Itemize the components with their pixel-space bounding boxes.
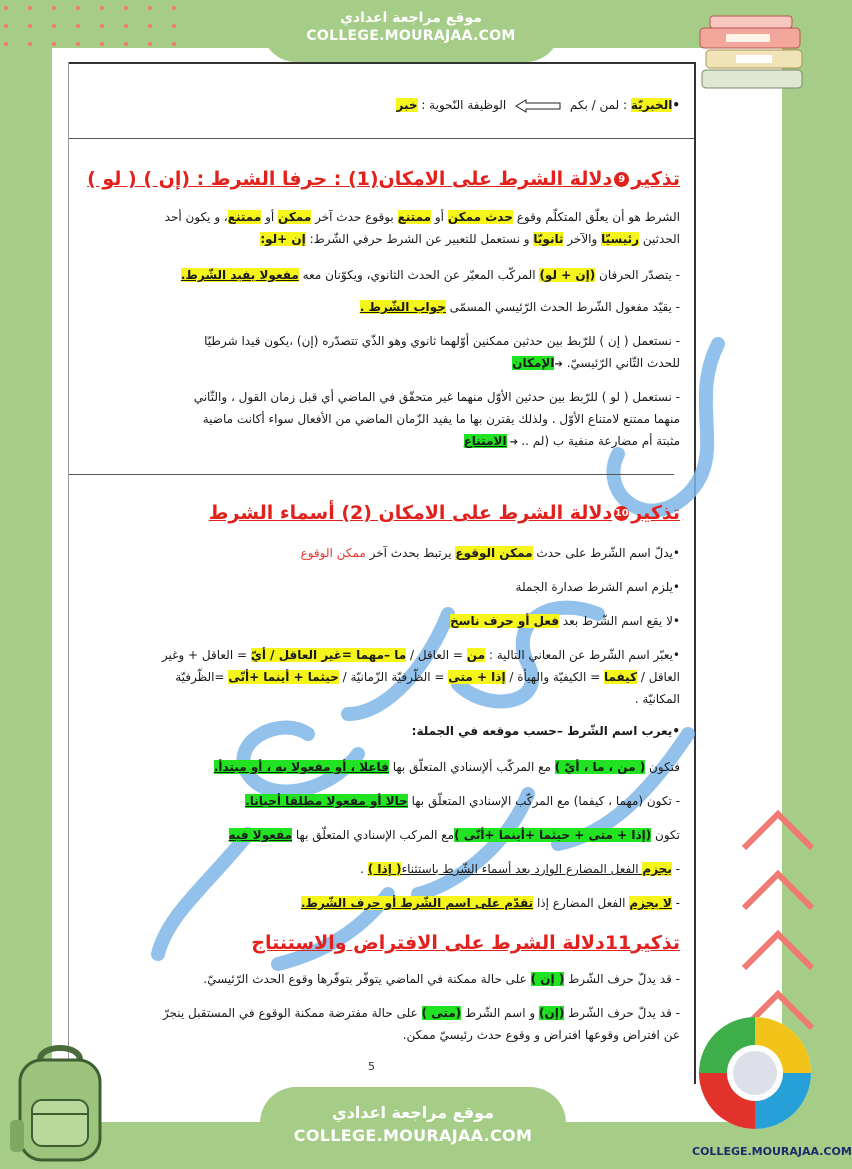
bullet-line bbox=[76, 644, 680, 710]
text-span: (متى ) bbox=[421, 1006, 462, 1020]
text-span: أو bbox=[431, 210, 448, 224]
khabar-line: •الخبريّة : لمن / بكم الوظيفة النّحوية : خبر bbox=[396, 98, 680, 112]
text-span: عن افتراض وقوعها افتراض و وقوع حدث رئيسيّ ممكن. bbox=[402, 1028, 680, 1042]
text-span: (إن) bbox=[538, 1006, 565, 1020]
function-label: الوظيفة النّحوية : bbox=[421, 98, 507, 112]
khabar-rest: : لمن / بكم bbox=[569, 98, 628, 112]
logo-emblem-icon bbox=[692, 1010, 818, 1136]
text-span: لا يجزم bbox=[629, 896, 672, 910]
text-span: الحدثين bbox=[639, 232, 680, 246]
bullet-line bbox=[76, 1002, 680, 1046]
text-span: فعل أو حرف ناسخ bbox=[450, 614, 559, 628]
text-span: بوقوع حدث آخر bbox=[311, 210, 398, 224]
bullet-line bbox=[76, 790, 680, 812]
text-span: ممكن bbox=[278, 210, 312, 224]
text-span: •لا يقع اسم الشّرط بعد bbox=[558, 614, 680, 628]
text-span: ( إن ) bbox=[530, 972, 565, 986]
page-number: 5 bbox=[368, 1060, 375, 1073]
text-span: ثانويّا bbox=[533, 232, 564, 246]
text-span: ممكن الوقوع bbox=[300, 546, 366, 560]
books-icon bbox=[696, 10, 808, 100]
site-banner-top[interactable] bbox=[262, 0, 560, 62]
text-span: المركّب المعبّر عن الحدث الثانوي، ويكوّنان معه bbox=[298, 268, 540, 282]
arrow-left-icon bbox=[516, 100, 560, 112]
text-span: ، و يكون أحد bbox=[164, 210, 228, 224]
site-url: COLLEGE.MOURAJAA.COM bbox=[306, 28, 516, 44]
site-name: موقع مراجعة اعدادي bbox=[331, 1103, 495, 1122]
text-span: فتكون bbox=[645, 760, 680, 774]
divider bbox=[68, 474, 674, 475]
text-span: فاعلا ، أو مفعولا به ، أو مبتدأ. bbox=[213, 760, 389, 774]
text-span: = الكيفيّة والهيأة / bbox=[505, 670, 604, 684]
text-span: - bbox=[671, 862, 680, 876]
text-span: •يدلّ اسم الشّرط على حدث bbox=[532, 546, 680, 560]
page-left-rule bbox=[68, 62, 69, 1082]
text-span: مفعولا يفيد الشّرط. bbox=[180, 268, 299, 282]
text-span: على حالة ممكنة في الماضي يتوفّر بتوفّرها وقوع الحدث الرّئيسيّ. bbox=[203, 972, 531, 986]
text-span: - قد يدلّ حرف الشّرط bbox=[564, 972, 680, 986]
text-span: . bbox=[360, 862, 368, 876]
site-url: COLLEGE.MOURAJAA.COM bbox=[293, 1126, 533, 1145]
text-span: و نستعمل للتعبير عن الشرط حرفي الشّرط: bbox=[305, 232, 534, 246]
text-span: منهما ممتنع لامتناع الأوّل . ولذلك يقترن بها ما يفيد الزّمان الماضي من الأفعال سواء أكانت ماضية bbox=[202, 412, 680, 426]
logo-url: COLLEGE.MOURAJAA.COM bbox=[692, 1145, 852, 1158]
text-span: ممتنع bbox=[227, 210, 262, 224]
text-span: ( من ، ما ، أيّ ) bbox=[554, 760, 646, 774]
text-span: الإمكان bbox=[512, 356, 555, 370]
heading-number-badge: 9 bbox=[614, 172, 629, 187]
text-span: من bbox=[466, 648, 486, 662]
text-span: رئيسيّا bbox=[601, 232, 640, 246]
heading-number-badge: 10 bbox=[614, 508, 629, 519]
text-span: ما –مهما =غير العاقل / أيّ bbox=[250, 648, 407, 662]
text-span: مع المركّب ألإسنادي المتعلّق بها bbox=[388, 760, 555, 774]
site-name: موقع مراجعة اعدادي bbox=[340, 10, 482, 26]
paragraph-5: - نستعمل ( لو ) للرّبط بين حدثين الأوّل منهما غير متحقّق في الماضي أي قبل زمان القول ، والثّاني منهما ممتنع لامتناع الأوّل . ولذلك يقترن بها ما يفيد الزّمان الماضي من الأفعال سواء أكانت ماضية مثبتة أم مضارعة منفية ب (لم .. ➔ الامتناع bbox=[193, 390, 680, 448]
text-span: الامتناع bbox=[463, 434, 507, 448]
section-heading-9 bbox=[87, 168, 680, 190]
text-span: •يعبّر اسم الشّرط عن المعاني التالية : bbox=[485, 648, 680, 662]
text-span: •يلزم اسم الشرط صدارة الجملة bbox=[515, 580, 680, 594]
text-span: مفعولا فيه bbox=[228, 828, 293, 842]
heading-title: دلالة الشرط على الامكان (2) أسماء الشرط bbox=[208, 502, 613, 524]
khabar-label: الخبريّة bbox=[630, 98, 673, 112]
text-span: الشرط هو أن يعلّق المتكلّم وقوع bbox=[512, 210, 680, 224]
decorative-dots bbox=[4, 6, 194, 62]
text-span: - نستعمل ( إن ) للرّبط بين حدثين ممكنين أوّلهما ثانوي وهو الذّي تتصدّره (إن) ،يكون قيدا شرطيّا bbox=[204, 334, 680, 348]
backpack-icon bbox=[10, 1040, 110, 1164]
text-span: المكانيّة . bbox=[634, 692, 680, 706]
text-span: يجزم bbox=[642, 862, 672, 876]
paragraph-4: - نستعمل ( إن ) للرّبط بين حدثين ممكنين أوّلهما ثانوي وهو الذّي تتصدّره (إن) ،يكون قيدا شرطيّا للحدث الثّاني الرّئيسيّ. ➔الإمكان bbox=[204, 334, 680, 370]
divider bbox=[68, 138, 694, 139]
bullet-line bbox=[76, 720, 680, 742]
text-span: - يتصدّر الحرفان bbox=[595, 268, 680, 282]
text-span: على حالة مفترضة ممكنة الوقوع في المستقبل ينجرّ bbox=[162, 1006, 422, 1020]
section-heading-10 bbox=[209, 502, 680, 524]
text-span: الفعل المضارع إذا bbox=[533, 896, 630, 910]
heading-title: دلالة الشرط على الامكان(1) : حرفا الشرط : (إن ) ( لو ) bbox=[87, 168, 613, 190]
bullet-line bbox=[76, 610, 680, 632]
text-span: تقدّم على اسم الشّرط أو حرف الشّرط. bbox=[300, 896, 534, 910]
text-span: جواب الشّرط . bbox=[359, 300, 446, 314]
text-span: - يقيّد مفعول الشّرط الحدث الرّئيسي المسمّى bbox=[445, 300, 680, 314]
text-span: إذا + متى bbox=[448, 670, 506, 684]
text-span: الفعل المضارع الوارد بعد أسماء الشّرط باستثناء bbox=[401, 862, 643, 876]
text-span: •يعرب اسم الشّرط –حسب موقعه في الجملة: bbox=[411, 724, 680, 738]
text-span: يرتبط بحدث آخر bbox=[365, 546, 456, 560]
bullet-line bbox=[76, 892, 680, 914]
text-span: = الظّرفيّة الزّمانيّة / bbox=[338, 670, 449, 684]
paragraph-2 bbox=[76, 264, 680, 286]
paragraph-3 bbox=[76, 296, 680, 318]
text-span: =الظّرفيّة bbox=[175, 670, 229, 684]
text-span: حالا أو مفعولا مطلقا أحيانا. bbox=[245, 794, 408, 808]
text-span: ( إذا ) bbox=[367, 862, 402, 876]
text-span: كيفما bbox=[603, 670, 638, 684]
text-span: - تكون (مهما ، كيفما) مع المركّب الإسنادي المتعلّق بها bbox=[407, 794, 680, 808]
bullet-line bbox=[76, 542, 680, 564]
paragraph-1 bbox=[76, 206, 680, 250]
text-span: ممتنع bbox=[397, 210, 432, 224]
text-span: حيثما + أينما +أنّى bbox=[228, 670, 339, 684]
bullet-line bbox=[76, 756, 680, 778]
bullet-line bbox=[76, 824, 680, 846]
text-span: مثبتة أم مضارعة منفية ب (لم .. bbox=[521, 434, 680, 448]
heading-title: تذكير11دلالة الشرط على الافتراض والاستنتاج bbox=[251, 932, 680, 954]
text-span: ممكن الوقوع bbox=[455, 546, 533, 560]
heading-prefix: تذكير bbox=[631, 168, 680, 190]
text-span: إن +لو: bbox=[260, 232, 306, 246]
bullet-line bbox=[76, 576, 680, 598]
text-span: حدث ممكن bbox=[447, 210, 513, 224]
text-span: - نستعمل ( لو ) للرّبط بين حدثين الأوّل منهما غير متحقّق في الماضي أي قبل زمان القول ، والثّاني bbox=[193, 390, 680, 404]
section-heading-11 bbox=[251, 932, 680, 954]
text-span: = العاقل / bbox=[406, 648, 467, 662]
text-span: - bbox=[671, 896, 680, 910]
worksheet-page bbox=[68, 62, 696, 1084]
text-span: و اسم الشّرط bbox=[461, 1006, 539, 1020]
text-span: أو bbox=[261, 210, 279, 224]
bullet-line bbox=[76, 858, 680, 880]
text-span: مع المركب الإسنادي المتعلّق بها bbox=[292, 828, 455, 842]
text-span: العاقل / bbox=[637, 670, 680, 684]
heading-prefix: تذكير bbox=[631, 502, 680, 524]
text-span: = العاقل + وغير bbox=[161, 648, 251, 662]
bullet-line bbox=[76, 968, 680, 990]
text-span: - قد يدلّ حرف الشّرط bbox=[564, 1006, 680, 1020]
site-banner-bottom[interactable] bbox=[260, 1087, 566, 1169]
text-span: (إذا + متى + حيثما +أينما +أنّى ) bbox=[454, 828, 652, 842]
function-value: خبر bbox=[396, 98, 418, 112]
text-span: للحدث الثّاني الرّئيسيّ. bbox=[562, 356, 680, 370]
text-span: والآخر bbox=[563, 232, 602, 246]
site-logo[interactable] bbox=[692, 1010, 852, 1158]
text-span: (إن + لو) bbox=[539, 268, 596, 282]
text-span: تكون bbox=[651, 828, 680, 842]
